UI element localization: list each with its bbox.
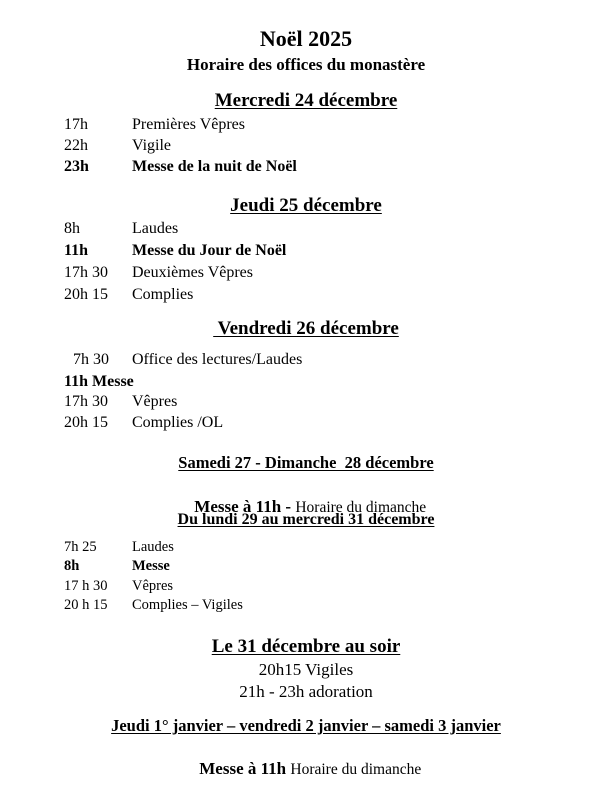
row-label: Premières Vêpres [132,116,245,133]
row-time: 8h [64,220,80,237]
section-heading-dec-25: Jeudi 25 décembre [230,195,382,216]
row-label: Complies [132,286,194,303]
row-time: 8h [64,558,80,574]
row-label: Complies /OL [132,414,224,431]
row-time: 20h 15 [64,286,108,303]
row-label: Vêpres [132,578,174,594]
row-label: Office des lectures/Laudes [132,351,303,368]
row-time: 17h 30 [64,393,108,410]
row-time: 20h 15 [64,414,108,431]
row-time: 7h 25 [64,539,97,555]
row-label: Complies – Vigiles [132,597,243,613]
row-time: 20 h 15 [64,597,108,613]
row-label: Vêpres [132,393,178,410]
row-label: Messe de la nuit de Noël [132,158,297,175]
row-label: Messe [132,558,170,574]
row-time: 7h 30 [73,351,109,368]
row-time: 23h [64,158,89,175]
page-title: Noël 2025 [259,26,353,51]
section-heading-january: Jeudi 1° janvier – vendredi 2 janvier – samedi 3 janvier [111,716,501,735]
january-mass-line [0,739,612,779]
evening-line-vigils: 20h15 Vigiles [258,660,354,679]
row-time: 11h [64,242,89,259]
section-heading-dec-31-evening: Le 31 décembre au soir [211,636,401,657]
row-label: Laudes [132,220,179,237]
row-label: Laudes [132,539,174,555]
mass-time: Messe à 11h - [194,497,296,516]
page-subtitle: Horaire des offices du monastère [186,55,426,74]
row-label: Vigile [132,137,172,154]
schedule-note: Horaire du dimanche [290,761,422,778]
row-time: 22h [64,137,88,154]
mass-time: Messe à 11h [199,759,291,778]
section-heading-dec-24: Mercredi 24 décembre [214,90,398,111]
section-heading-weekend: Samedi 27 - Dimanche 28 décembre [178,453,434,472]
row-time: 17h 30 [64,264,108,281]
row-label: Deuxièmes Vêpres [132,264,253,281]
row-time: 17h [64,116,88,133]
row-label: Messe du Jour de Noël [132,242,287,259]
section-heading-dec-26: Vendredi 26 décembre [213,318,399,339]
evening-line-adoration: 21h - 23h adoration [239,682,373,701]
schedule-note: Horaire du dimanche [295,499,427,516]
row-time: 17 h 30 [64,578,108,594]
row-time: 11h Messe [64,373,134,390]
section-heading-week: Du lundi 29 au mercredi 31 décembre [177,511,435,528]
